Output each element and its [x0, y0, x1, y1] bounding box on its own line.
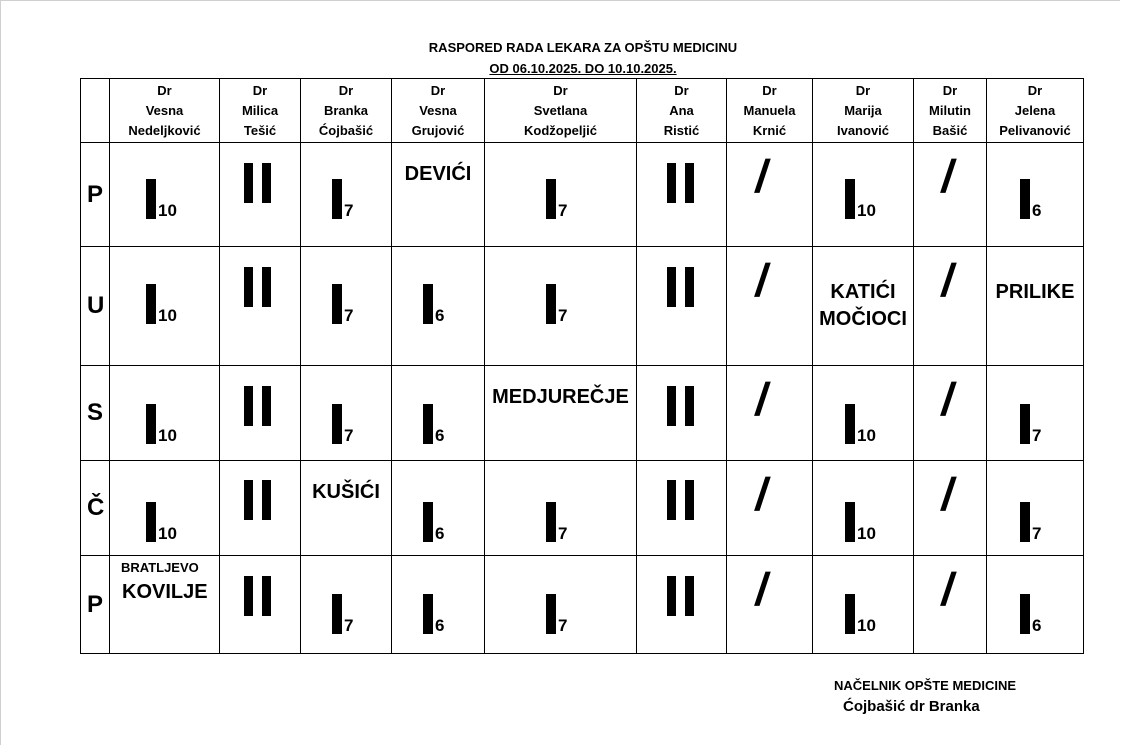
shift-bar — [685, 267, 694, 307]
schedule-cell — [637, 143, 727, 247]
doctor-header — [301, 79, 392, 143]
location-label: KATIĆI — [830, 281, 896, 303]
schedule-cell — [485, 556, 637, 654]
location-label: KUŠIĆI — [312, 481, 380, 503]
schedule-cell — [727, 461, 813, 556]
shift-subscript: 7 — [344, 616, 354, 635]
doctor-header — [392, 79, 485, 143]
off-duty-slash: / — [938, 563, 959, 615]
shift-subscript: 10 — [158, 201, 177, 220]
shift-one-mark — [845, 502, 876, 542]
shift-one-mark — [1020, 594, 1041, 634]
schedule-cell — [301, 366, 392, 461]
schedule-cell — [110, 461, 220, 556]
location-label-small: BRATLJEVO — [121, 560, 199, 575]
shift-one-mark — [332, 179, 353, 219]
shift-one-mark — [423, 594, 444, 634]
shift-subscript: 7 — [1032, 524, 1042, 543]
location-label: MOČIOCI — [819, 308, 907, 330]
shift-subscript: 7 — [558, 201, 568, 220]
shift-one-mark — [845, 404, 876, 444]
shift-two-mark — [244, 267, 271, 307]
shift-bar — [262, 480, 271, 520]
shift-bar — [845, 404, 855, 444]
shift-bar — [244, 480, 253, 520]
shift-one-mark — [546, 179, 567, 219]
doctor-header — [485, 79, 637, 143]
location-label: MEDJUREČJE — [492, 386, 629, 408]
shift-subscript: 7 — [558, 306, 568, 325]
off-duty-slash: / — [938, 254, 959, 306]
shift-one-mark — [146, 179, 177, 219]
off-duty-slash: / — [938, 150, 959, 202]
shift-bar — [1020, 594, 1030, 634]
shift-two-mark — [667, 267, 694, 307]
shift-one-mark — [332, 284, 353, 324]
shift-bar — [546, 594, 556, 634]
shift-bar — [1020, 404, 1030, 444]
shift-bar — [685, 576, 694, 616]
shift-bar — [262, 386, 271, 426]
schedule-cell — [914, 461, 987, 556]
day-label: Č — [81, 461, 110, 556]
shift-bar — [423, 594, 433, 634]
doctor-prefix: Dr — [553, 82, 568, 98]
schedule-cell — [637, 247, 727, 366]
doctor-last: Ivanović — [836, 122, 890, 138]
schedule-cell — [813, 366, 914, 461]
shift-subscript: 7 — [558, 616, 568, 635]
schedule-row — [81, 247, 1084, 366]
shift-subscript: 7 — [344, 201, 354, 220]
schedule-cell — [813, 247, 914, 366]
shift-one-mark — [1020, 179, 1041, 219]
doctor-header — [110, 79, 220, 143]
shift-bar — [423, 404, 433, 444]
doctor-prefix: Dr — [855, 82, 871, 98]
off-duty-slash: / — [938, 373, 959, 425]
schedule-cell — [392, 366, 485, 461]
doctor-first: Vesna — [145, 102, 184, 118]
schedule-cell — [727, 556, 813, 654]
shift-bar — [845, 179, 855, 219]
shift-bar — [332, 404, 342, 444]
schedule-cell — [301, 247, 392, 366]
shift-two-mark — [667, 386, 694, 426]
doctor-first: Milica — [241, 102, 279, 118]
schedule-cell — [727, 143, 813, 247]
schedule-cell — [110, 143, 220, 247]
doctor-header — [220, 79, 301, 143]
schedule-cell — [914, 247, 987, 366]
shift-bar — [146, 179, 156, 219]
doctor-prefix: Dr — [1027, 82, 1043, 98]
doctor-prefix: Dr — [157, 82, 172, 98]
schedule-cell — [110, 556, 220, 654]
shift-subscript: 7 — [344, 306, 354, 325]
shift-bar — [262, 576, 271, 616]
shift-one-mark — [546, 284, 567, 324]
signature-name: Ćojbašić dr Branka — [843, 698, 980, 715]
schedule-cell — [110, 366, 220, 461]
doctor-header — [637, 79, 727, 143]
doctor-last: Bašić — [932, 122, 968, 138]
doctor-first: Milutin — [929, 102, 971, 118]
doctor-first: Svetlana — [533, 102, 588, 118]
doctor-last: Grujović — [411, 122, 465, 138]
schedule-cell — [637, 556, 727, 654]
shift-one-mark — [146, 404, 177, 444]
schedule-row — [81, 366, 1084, 461]
location-label: KOVILJE — [122, 581, 208, 603]
schedule-cell — [301, 461, 392, 556]
schedule-row — [81, 556, 1084, 654]
shift-subscript: 7 — [1032, 426, 1042, 445]
shift-subscript: 10 — [857, 426, 876, 445]
schedule-cell — [987, 556, 1084, 654]
schedule-cell — [220, 461, 301, 556]
schedule-cell — [987, 143, 1084, 247]
shift-bar — [332, 594, 342, 634]
shift-bar — [667, 163, 676, 203]
day-label: P — [81, 143, 110, 247]
doctor-first: Manuela — [743, 102, 796, 118]
schedule-cell — [485, 461, 637, 556]
schedule-title: RASPORED RADA LEKARA ZA OPŠTU MEDICINU — [428, 40, 738, 55]
shift-bar — [244, 576, 253, 616]
shift-bar — [146, 284, 156, 324]
doctor-prefix: Dr — [674, 82, 689, 98]
shift-one-mark — [146, 284, 177, 324]
schedule-cell — [987, 247, 1084, 366]
signature-title: NAČELNIK OPŠTE MEDICINE — [834, 678, 1017, 693]
off-duty-slash: / — [752, 254, 773, 306]
shift-two-mark — [244, 480, 271, 520]
shift-bar — [667, 480, 676, 520]
schedule-cell — [637, 461, 727, 556]
shift-subscript: 7 — [558, 524, 568, 543]
shift-bar — [146, 502, 156, 542]
schedule-table — [80, 78, 1084, 654]
shift-two-mark — [244, 576, 271, 616]
off-duty-slash: / — [752, 373, 773, 425]
shift-bar — [244, 267, 253, 307]
doctor-last: Nedeljković — [128, 122, 201, 138]
doctor-first: Jelena — [1014, 102, 1056, 118]
schedule-cell — [813, 143, 914, 247]
shift-two-mark — [667, 576, 694, 616]
shift-two-mark — [667, 480, 694, 520]
shift-one-mark — [546, 594, 567, 634]
shift-bar — [146, 404, 156, 444]
location-label: DEVIĆI — [404, 163, 472, 185]
shift-subscript: 7 — [344, 426, 354, 445]
shift-bar — [667, 267, 676, 307]
doctor-first: Vesna — [419, 102, 457, 118]
shift-subscript: 10 — [158, 524, 177, 543]
shift-subscript: 6 — [435, 616, 445, 635]
schedule-cell — [301, 143, 392, 247]
shift-bar — [546, 179, 556, 219]
off-duty-slash: / — [752, 563, 773, 615]
schedule-cell — [987, 366, 1084, 461]
shift-one-mark — [146, 502, 177, 542]
shift-one-mark — [423, 284, 444, 324]
shift-one-mark — [845, 594, 876, 634]
doctor-last: Ristić — [663, 122, 700, 138]
shift-bar — [1020, 502, 1030, 542]
doctor-header — [987, 79, 1084, 143]
location-label: PRILIKE — [995, 281, 1075, 303]
shift-subscript: 6 — [1032, 616, 1042, 635]
shift-bar — [332, 284, 342, 324]
shift-subscript: 6 — [435, 426, 445, 445]
doctor-last: Ćojbašić — [318, 122, 374, 138]
shift-subscript: 10 — [158, 306, 177, 325]
doctor-last: Krnić — [752, 122, 787, 138]
shift-one-mark — [332, 594, 353, 634]
doctor-prefix: Dr — [252, 82, 268, 98]
schedule-cell — [727, 366, 813, 461]
shift-subscript: 10 — [857, 616, 876, 635]
schedule-cell — [301, 556, 392, 654]
doctor-last: Pelivanović — [999, 122, 1071, 138]
doctor-prefix: Dr — [338, 82, 354, 98]
shift-bar — [262, 163, 271, 203]
schedule-cell — [392, 556, 485, 654]
shift-bar — [667, 386, 676, 426]
schedule-cell — [914, 556, 987, 654]
shift-bar — [244, 163, 253, 203]
schedule-row — [81, 461, 1084, 556]
shift-subscript: 6 — [1032, 201, 1042, 220]
off-duty-slash: / — [938, 468, 959, 520]
shift-subscript: 10 — [857, 524, 876, 543]
schedule-cell — [110, 247, 220, 366]
schedule-cell — [220, 366, 301, 461]
schedule-cell — [914, 143, 987, 247]
shift-bar — [685, 386, 694, 426]
shift-subscript: 6 — [435, 524, 445, 543]
shift-bar — [423, 284, 433, 324]
schedule-cell — [914, 366, 987, 461]
schedule-cell — [220, 143, 301, 247]
schedule-cell — [392, 247, 485, 366]
day-label: P — [81, 556, 110, 654]
shift-bar — [845, 502, 855, 542]
doctor-header — [727, 79, 813, 143]
schedule-date-range: OD 06.10.2025. DO 10.10.2025. — [489, 61, 677, 76]
shift-bar — [332, 179, 342, 219]
shift-subscript: 10 — [857, 201, 876, 220]
doctor-prefix: Dr — [430, 82, 446, 98]
shift-bar — [667, 576, 676, 616]
shift-two-mark — [244, 163, 271, 203]
shift-bar — [244, 386, 253, 426]
off-duty-slash: / — [752, 150, 773, 202]
corner-cell — [81, 79, 110, 143]
doctor-last: Kodžopeljić — [524, 122, 597, 138]
schedule-cell — [392, 461, 485, 556]
schedule-cell — [220, 247, 301, 366]
schedule-cell — [987, 461, 1084, 556]
off-duty-slash: / — [752, 468, 773, 520]
schedule-cell — [485, 366, 637, 461]
schedule-cell — [637, 366, 727, 461]
doctor-last: Tešić — [243, 122, 277, 138]
shift-bar — [685, 480, 694, 520]
shift-one-mark — [1020, 502, 1041, 542]
doctor-header — [914, 79, 987, 143]
schedule-cell — [813, 461, 914, 556]
shift-subscript: 10 — [158, 426, 177, 445]
schedule-cell — [392, 143, 485, 247]
day-label: U — [81, 247, 110, 366]
schedule-cell — [485, 247, 637, 366]
doctor-prefix: Dr — [942, 82, 958, 98]
shift-bar — [845, 594, 855, 634]
schedule-cell — [220, 556, 301, 654]
shift-one-mark — [423, 404, 444, 444]
shift-one-mark — [332, 404, 353, 444]
header-row — [81, 79, 1084, 143]
doctor-first: Branka — [323, 102, 369, 118]
shift-two-mark — [244, 386, 271, 426]
doctor-prefix: Dr — [762, 82, 777, 98]
shift-bar — [546, 502, 556, 542]
shift-subscript: 6 — [435, 306, 445, 325]
shift-one-mark — [1020, 404, 1041, 444]
doctor-first: Ana — [669, 102, 694, 118]
shift-bar — [1020, 179, 1030, 219]
shift-bar — [262, 267, 271, 307]
schedule-body — [81, 143, 1084, 654]
schedule-row — [81, 143, 1084, 247]
shift-two-mark — [667, 163, 694, 203]
shift-one-mark — [423, 502, 444, 542]
shift-one-mark — [845, 179, 876, 219]
schedule-cell — [813, 556, 914, 654]
shift-bar — [546, 284, 556, 324]
schedule-cell — [485, 143, 637, 247]
shift-bar — [685, 163, 694, 203]
shift-bar — [423, 502, 433, 542]
shift-one-mark — [546, 502, 567, 542]
doctor-header — [813, 79, 914, 143]
day-label: S — [81, 366, 110, 461]
schedule-cell — [727, 247, 813, 366]
doctor-first: Marija — [844, 102, 882, 118]
